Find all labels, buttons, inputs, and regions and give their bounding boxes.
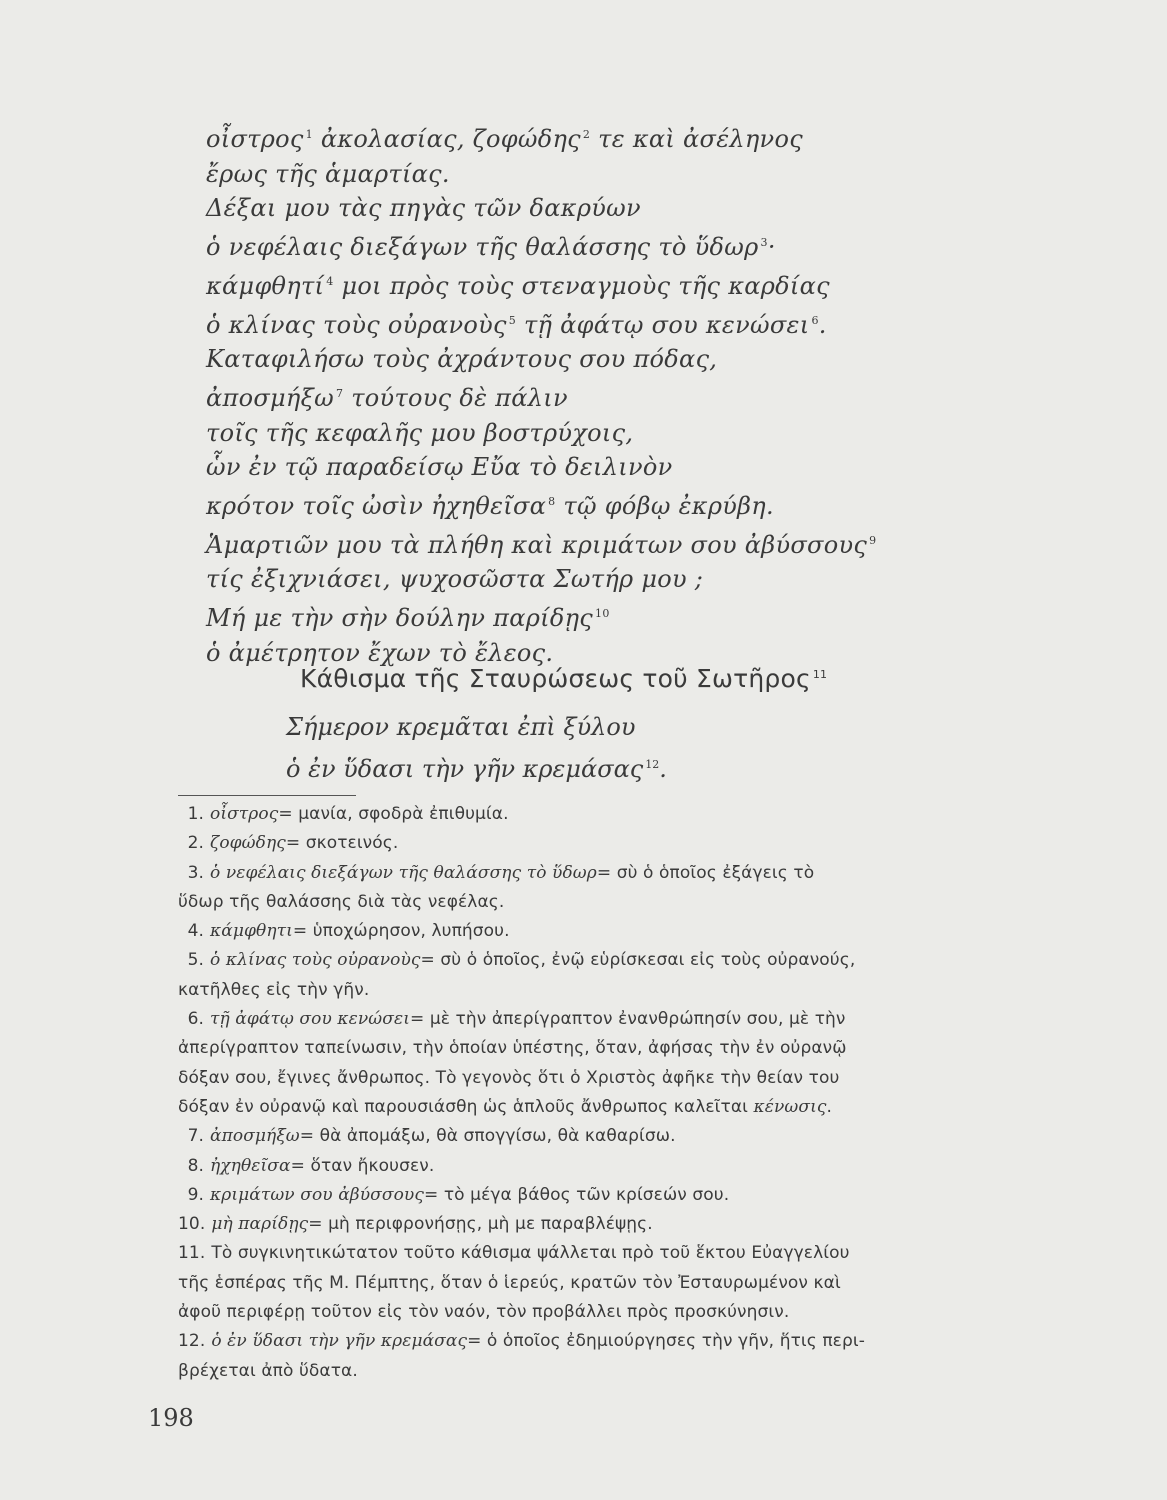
verse-line: ὧν ἐν τῷ παραδείσῳ Εὔα τὸ δειλινὸν	[206, 453, 673, 482]
verse-line: ἔρως τῆς ἁμαρτίας.	[206, 159, 450, 188]
footnote-marker: 12	[645, 758, 660, 771]
footnote-marker: 11	[812, 668, 828, 681]
verse-line: οἶστρος $^1$ ἀκολασίας, ζοφώδης $^2$ τε καὶ ἀσέληνος	[206, 125, 803, 153]
verse-line: Δέξαι μου τὰς πηγὰς τῶν δακρύων	[206, 194, 641, 223]
footnote-marker: 2	[582, 128, 591, 141]
section-heading: Κάθισμα τῆς Σταυρώσεως τοῦ Σωτῆρος $^{11}$	[300, 664, 828, 693]
footnote-marker: 4	[326, 274, 334, 288]
footnote: 12. ὁ ἐν ὕδασι τὴν γῆν κρεμάσας= ὁ ὁποῖος ἐδημιούργησες τὴν γῆν, ἥτις περι- βρέχεται ἀπὸ ὕδατα.	[178, 1331, 865, 1381]
footnote: 5. ὁ κλίνας τοὺς οὐρανοὺς= σὺ ὁ ὁποῖος, ἐνῷ εὑρίσκεσαι εἰς τοὺς οὐρανούς, κατῆλθες εἰς τὴν γῆν.	[178, 950, 856, 1000]
verse-line: Καταφιλήσω τοὺς ἀχράντους σου πόδας,	[206, 345, 718, 374]
footnote: 4. κάμφθητι= ὑποχώρησον, λυπήσου.	[187, 921, 510, 942]
verse-line: Μή με τὴν σὴν δούλην παρίδῃς $^{10}$	[206, 604, 610, 633]
footnote: 3. ὁ νεφέλαις διεξάγων τῆς θαλάσσης τὸ ὕδωρ= σὺ ὁ ὁποῖος ἐξάγεις τὸ ὕδωρ τῆς θαλάσσης διὰ τὰς νεφέλας.	[178, 862, 815, 912]
page-number: 198	[148, 1404, 194, 1432]
verse-line: ὁ ἀμέτρητον ἔχων τὸ ἔλεος.	[206, 638, 554, 667]
footnote-marker: 7	[335, 386, 344, 400]
verse-line: ἀποσμήξω $^7$ τούτους δὲ πάλιν	[206, 383, 568, 412]
footnote: 7. ἀποσμήξω= θὰ ἀπομάξω, θὰ σπογγίσω, θὰ καθαρίσω.	[187, 1126, 676, 1147]
footnote-marker: 9	[869, 533, 877, 547]
verse-line: ὁ νεφέλαις διεξάγων τῆς θαλάσσης τὸ ὕδωρ $^3$·	[206, 233, 776, 262]
footnote: 8. ἠχηθεῖσα= ὅταν ἤκουσεν.	[187, 1155, 435, 1176]
footnote: 2. ζοφώδης= σκοτεινός.	[187, 833, 399, 854]
footnote: 11. Τὸ συγκινητικώτατον τοῦτο κάθισμα ψάλλεται πρὸ τοῦ ἕκτου Εὐαγγελίου τῆς ἑσπέρας τῆς Μ. Πέμπτης, ὅταν ὁ ἱερεύς, κρατῶν τὸν Ἐσταυρωμένον καὶ ἀφοῦ περιφέρῃ τοῦτον εἰς τὸν ναόν, τὸν προβάλλει πρὸς προσκύνησιν.	[178, 1243, 850, 1323]
footnote-marker: 5	[508, 313, 517, 327]
troparion-line: ὁ ἐν ὕδασι τὴν γῆν κρεμάσας $^{12}$.	[286, 755, 667, 783]
footnote-marker: 8	[548, 495, 556, 509]
footnotes	[178, 800, 998, 1386]
verse-block	[206, 118, 926, 671]
verse-line: ὁ κλίνας τοὺς οὐρανοὺς $^5$ τῇ ἀφάτῳ σου κενώσει $^6$.	[206, 310, 827, 339]
footnote-marker: 1	[305, 128, 313, 141]
footnote: 10. μὴ παρίδῃς= μὴ περιφρονήσῃς, μὴ με παραβλέψῃς.	[178, 1214, 653, 1235]
verse-line: τοῖς τῆς κεφαλῆς μου βοστρύχοις,	[206, 418, 634, 447]
verse-line: τίς ἐξιχνιάσει, ψυχοσῶστα Σωτήρ μου ;	[206, 565, 704, 594]
verse-line: κάμφθητί $^4$ μοι πρὸς τοὺς στεναγμοὺς τῆς καρδίας	[206, 271, 830, 300]
footnote-marker: 6	[811, 313, 819, 327]
footnote-marker: 3	[760, 236, 768, 250]
troparion-line: Σήμερον κρεμᾶται ἐπὶ ξύλου	[286, 713, 636, 741]
troparion-block	[286, 708, 906, 788]
footnote: 6. τῇ ἀφάτῳ σου κενώσει= μὲ τὴν ἀπερίγραπτον ἐνανθρώπησίν σου, μὲ τὴν ἀπερίγραπτον ταπείνωσιν, τὴν ὁποίαν ὑπέστης, ὅταν, ἀφήσας τὴν ἐν οὐρανῷ δόξαν σου, ἔγινες ἄνθρωπος. Τὸ γεγονὸς ὅτι ὁ Χριστὸς ἀφῆκε τὴν θείαν του δόξαν ἐν οὐρανῷ καὶ παρουσιάσθη ὡς ἁπλοῦς ἄνθρωπος καλεῖται κένωσις.	[178, 1009, 847, 1117]
footnote-divider	[178, 795, 356, 796]
verse-line: Ἁμαρτιῶν μου τὰ πλήθη καὶ κριμάτων σου ἀβύσσους $^9$	[206, 530, 877, 559]
footnote: 9. κριμάτων σου ἀβύσσους= τὸ μέγα βάθος τῶν κρίσεών σου.	[187, 1184, 730, 1205]
footnote-marker: 10	[595, 607, 610, 621]
footnote: 1. οἶστρος= μανία, σφοδρὰ ἐπιθυμία.	[187, 804, 509, 824]
verse-line: κρότον τοῖς ὠσὶν ἠχηθεῖσα $^8$ τῷ φόβῳ ἐκρύβη.	[206, 492, 774, 521]
